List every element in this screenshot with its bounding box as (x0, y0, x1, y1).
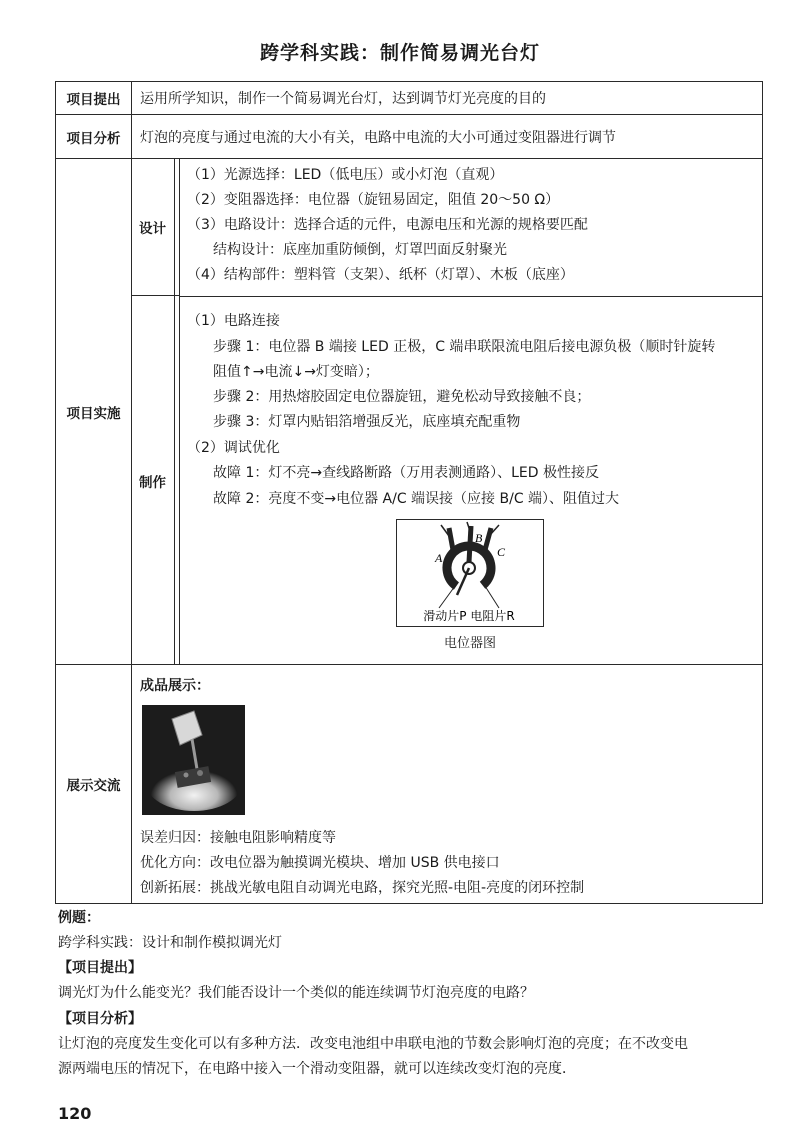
make-line: 步骤 3：灯罩内贴铝箔增强反光，底座填充配重物 (213, 414, 521, 430)
row-label-showcase: 展示交流 (56, 665, 132, 903)
row-text-analysis: 灯泡的亮度与通过电流的大小有关，电路中电流的大小可通过变阻器进行调节 (140, 129, 616, 146)
divider (180, 296, 762, 297)
make-line: 步骤 1：电位器 B 端接 LED 正极，C 端串联限流电阻后接电源负极（顺时针旋转 (213, 339, 716, 355)
figure-bottom-labels: 滑动片P 电阻片R (423, 609, 515, 623)
design-line: （3）电路设计：选择合适的元件，电源电压和光源的规格要匹配 (187, 217, 588, 233)
make-line: 阻值↑→电流↓→灯变暗）； (213, 364, 379, 380)
potentiometer-figure (396, 519, 544, 627)
make-line: （2）调试优化 (187, 440, 280, 456)
make-line: 步骤 2：用热熔胶固定电位器旋钮，避免松动导致接触不良； (213, 389, 591, 405)
product-photo (142, 705, 245, 815)
label-b: B (475, 531, 483, 545)
make-line: （1）电路连接 (187, 313, 280, 329)
design-line: 结构设计：底座加重防倾倒，灯罩凹面反射聚光 (213, 242, 507, 258)
section-heading: 【项目分析】 (58, 1011, 142, 1027)
section-heading: 【项目提出】 (58, 960, 142, 976)
row-label-analysis: 项目分析 (56, 115, 132, 158)
row-text-proposal: 运用所学知识，制作一个简易调光台灯，达到调节灯光亮度的目的 (140, 91, 546, 107)
showcase-item: 误差归因：接触电阻影响精度等 (140, 830, 336, 846)
section-text: 源两端电压的情况下，在电路中接入一个滑动变阻器，就可以连续改变灯泡的亮度． (58, 1061, 576, 1077)
design-line: （4）结构部件：塑料管（支架）、纸杯（灯罩）、木板（底座） (187, 267, 574, 283)
row-label-proposal: 项目提出 (56, 82, 132, 114)
design-line: （1）光源选择：LED（低电压）或小灯泡（直观） (187, 167, 504, 183)
sub-label-design: 设计 (131, 159, 175, 296)
potentiometer-diagram (397, 520, 542, 625)
divider (174, 159, 180, 296)
showcase-label: 成品展示： (140, 678, 210, 694)
make-line: 故障 2：亮度不变→电位器 A/C 端误接（应接 B/C 端）、阻值过大 (213, 491, 620, 507)
section-text: 调光灯为什么能变光？我们能否设计一个类似的能连续调节灯泡亮度的电路？ (58, 985, 534, 1001)
example-heading: 例题： (58, 910, 100, 926)
showcase-item: 创新拓展：挑战光敏电阻自动调光电路，探究光照-电阻-亮度的闭环控制 (140, 880, 585, 896)
section-text: 让灯泡的亮度发生变化可以有多种方法．改变电池组中串联电池的节数会影响灯泡的亮度；在不改变电 (58, 1036, 688, 1052)
table-row-proposal (56, 82, 762, 115)
design-line: （2）变阻器选择：电位器（旋钮易固定，阻值 20～50 Ω） (187, 192, 560, 208)
project-table (55, 81, 763, 904)
sub-label-make: 制作 (131, 296, 175, 665)
make-line: 故障 1：灯不亮→查线路断路（万用表测通路）、LED 极性接反 (213, 465, 599, 481)
page-title: 跨学科实践：制作简易调光台灯 (259, 42, 540, 64)
row-label-implementation: 项目实施 (56, 159, 132, 664)
label-a: A (435, 551, 443, 565)
example-subtitle: 跨学科实践：设计和制作模拟调光灯 (58, 935, 282, 951)
figure-caption: 电位器图 (443, 636, 496, 651)
divider (174, 296, 180, 665)
label-c: C (497, 545, 506, 559)
page-number: 120 (58, 1104, 92, 1123)
showcase-item: 优化方向：改电位器为触摸调光模块、增加 USB 供电接口 (140, 855, 500, 871)
table-row-analysis (56, 115, 762, 159)
